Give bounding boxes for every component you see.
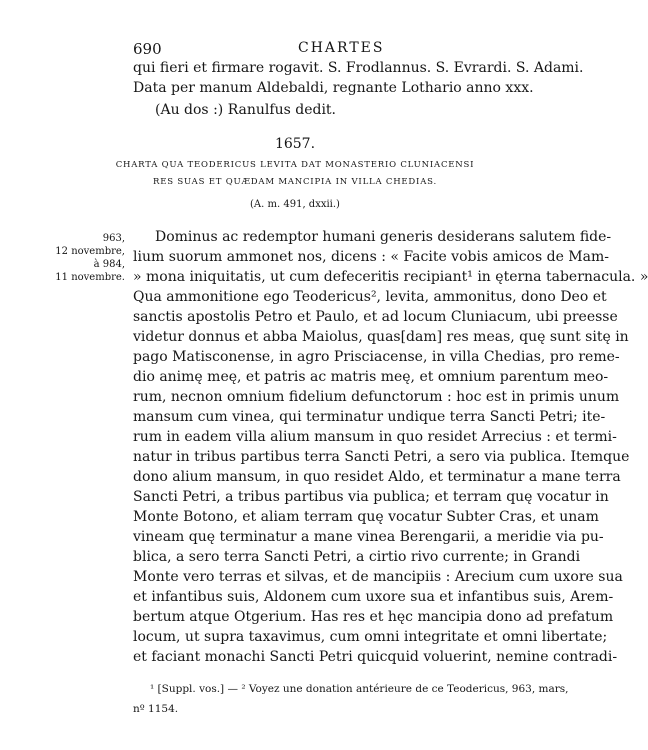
charter-dating: (A. m. 491, dxxii.) — [250, 199, 340, 210]
charter-text-line: videtur donnus et abba Maiolus, quas[dam] res meas, quę sunt sitę in — [133, 329, 629, 345]
charter-text-line: dio animę meę, et patris ac matris meę, et omnium parentum meo- — [133, 369, 609, 385]
charter-text-line: lium suorum ammonet nos, dicens : « Facite vobis amicos de Mam- — [133, 249, 609, 265]
charter-text-line: sanctis apostolis Petro et Paulo, et ad locum Cluniacum, ubi preesse — [133, 309, 618, 325]
charter-number: 1657. — [274, 136, 316, 152]
charter-text-line: dono alium mansum, in quo residet Aldo, et terminatur a mane terra — [133, 469, 621, 485]
running-title: CHARTES — [298, 40, 385, 56]
charter-text-line: Dominus ac redemptor humani generis desiderans salutem fide- — [155, 229, 612, 245]
charter-text-line: » mona iniquitatis, ut cum defeceritis recipiant¹ in ęterna tabernacula. » — [133, 269, 648, 285]
endorsement: (Au dos :) Ranulfus dedit. — [155, 102, 337, 118]
margin-date-line: 12 novembre, — [55, 246, 125, 257]
charter-text-line: locum, ut supra taxavimus, cum omni integritate et omni libertate; — [133, 629, 608, 645]
charter-text-line: et infantibus suis, Aldonem cum uxore sua et infantibus suis, Arem- — [133, 589, 614, 605]
charter-text-line: natur in tribus partibus terra Sancti Petri, a sero via publica. Itemque — [133, 449, 630, 465]
charter-title-line: RES SUAS ET QUÆDAM MANCIPIA IN VILLA CHEDIAS. — [153, 177, 437, 187]
charter-text-line: Monte vero terras et silvas, et de mancipiis : Arecium cum uxore sua — [133, 569, 623, 585]
charter-text-line: et faciant monachi Sancti Petri quicquid voluerint, nemine contradi- — [133, 649, 618, 665]
margin-date-line: 11 novembre. — [55, 272, 125, 283]
charter-text-line: pago Matisconense, in agro Prisciacense, in villa Chedias, pro reme- — [133, 349, 620, 365]
margin-date-line: 963, — [102, 233, 125, 244]
charter-text-line: mansum cum vinea, qui terminatur undique terra Sancti Petri; ite- — [133, 409, 606, 425]
page-number: 690 — [133, 40, 162, 58]
charter-text-line: Sancti Petri, a tribus partibus via publica; et terram quę vocatur in — [133, 489, 609, 505]
charter-text-line: rum in eadem villa alium mansum in quo residet Arrecius : et termi- — [133, 429, 617, 445]
footnote-line: ¹ [Suppl. vos.] — ² Voyez une donation antérieure de ce Teodericus, 963, mars, — [150, 683, 569, 695]
margin-date-line: à 984, — [93, 259, 125, 270]
charter-title-line: CHARTA QUA TEODERICUS LEVITA DAT MONASTERIO CLUNIACENSI — [115, 160, 475, 170]
charter-text-line: blica, a sero terra Sancti Petri, a cirtio rivo currente; in Grandi — [133, 549, 581, 565]
charter-text-line: Monte Botono, et aliam terram quę vocatur Subter Cras, et unam — [133, 509, 599, 525]
previous-charter-line: qui fieri et firmare rogavit. S. Frodlannus. S. Evrardi. S. Adami. — [133, 60, 584, 76]
charter-text-line: bertum atque Otgerium. Has res et hęc mancipia dono ad prefatum — [133, 609, 614, 625]
footnote-line: nº 1154. — [133, 703, 179, 715]
charter-text-line: vineam quę terminatur a mane vinea Berengarii, a meridie via pu- — [133, 529, 604, 545]
charter-text-line: rum, necnon omnium fidelium defunctorum : hoc est in primis unum — [133, 389, 620, 405]
previous-charter-line: Data per manum Aldebaldi, regnante Lothario anno xxx. — [133, 80, 534, 96]
charter-text-line: Qua ammonitione ego Teodericus², levita, ammonitus, dono Deo et — [133, 289, 607, 305]
